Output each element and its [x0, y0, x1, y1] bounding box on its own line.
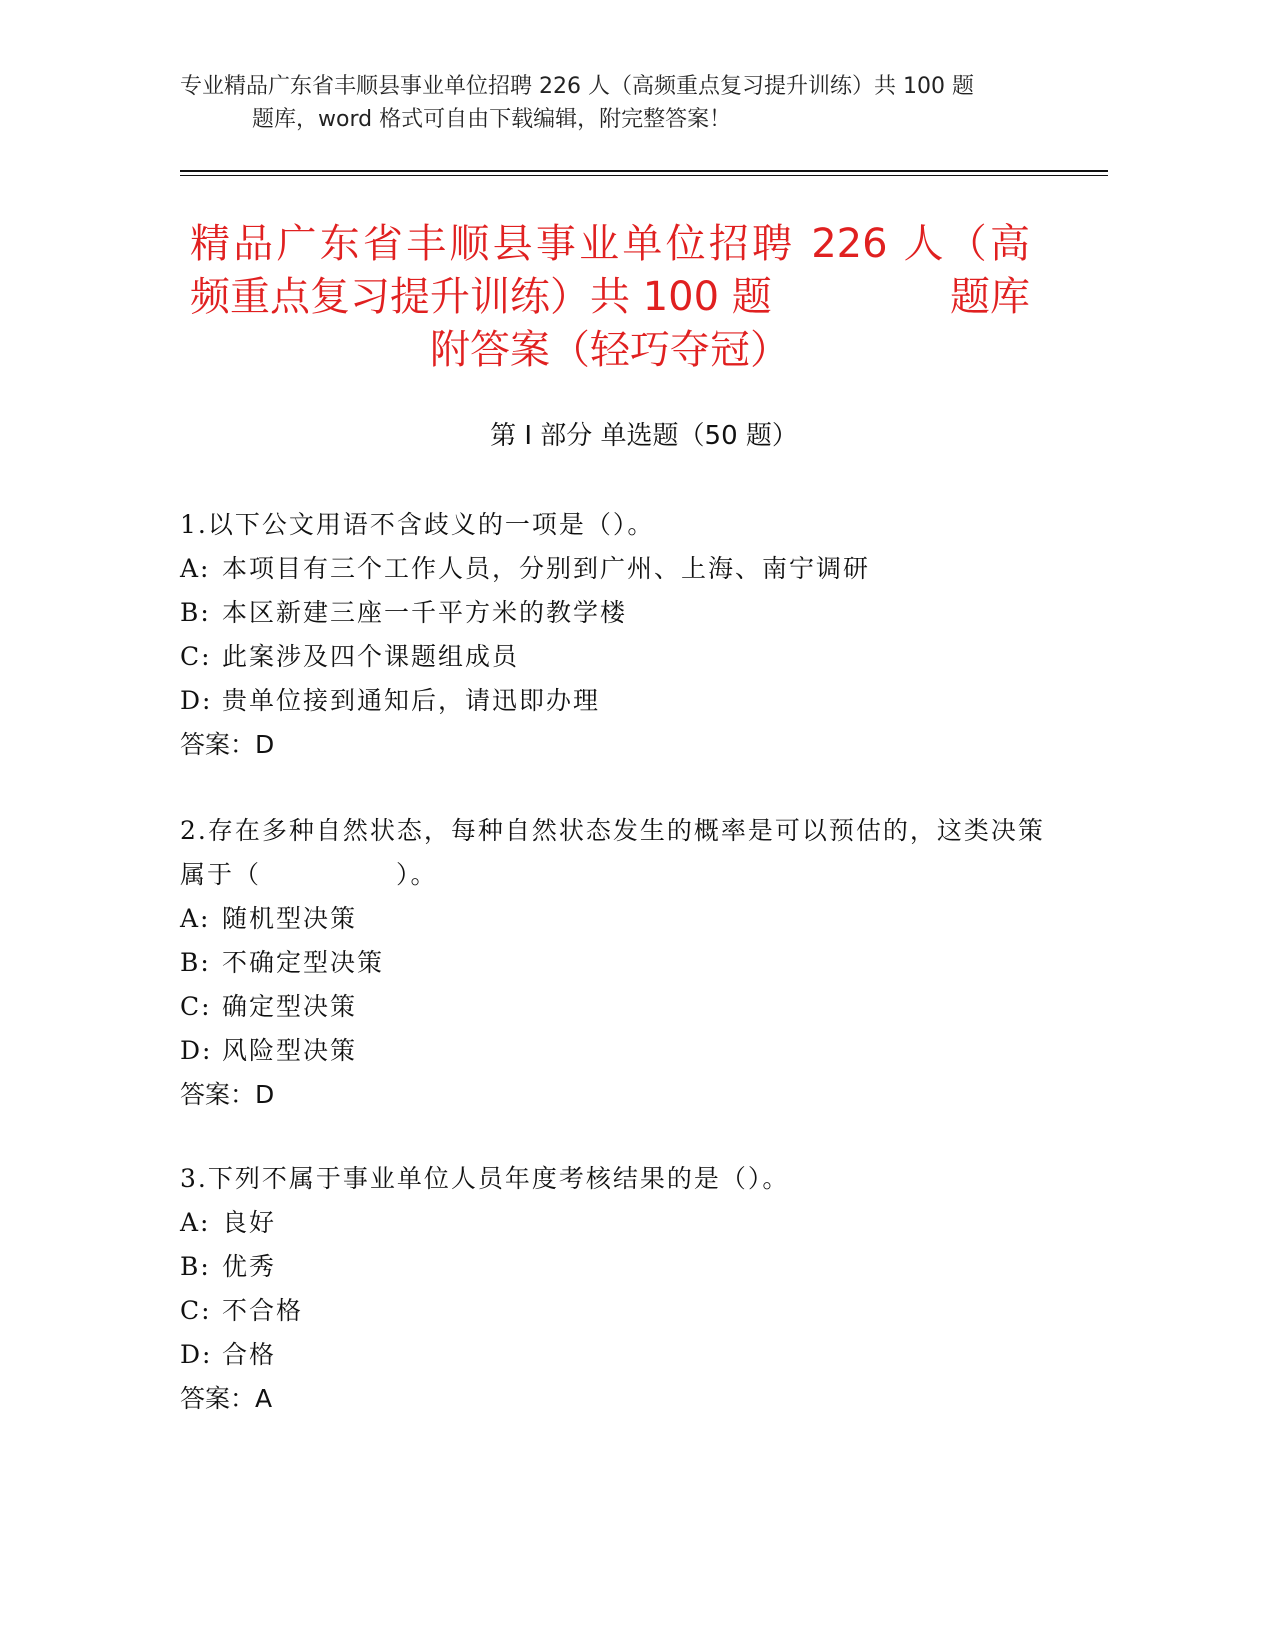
option-c [180, 1289, 1060, 1333]
option-letter: A: [180, 1208, 211, 1237]
answer-line: 答案：D [180, 730, 275, 759]
option-text: 此案涉及四个课题组成员 [222, 642, 520, 671]
question-stem: 2.存在多种自然状态，每种自然状态发生的概率是可以预估的，这类决策属于（ ）。 [180, 816, 1045, 889]
option-text: 优秀 [222, 1252, 277, 1281]
question-stem: 3.下列不属于事业单位人员年度考核结果的是（）。 [180, 1164, 790, 1193]
title-line-2-left: 频重点复习提升训练）共 100 题 [190, 274, 772, 320]
option-letter: B: [180, 948, 211, 977]
header-divider-thick [180, 170, 1108, 172]
title-line-2-right: 题库 [950, 274, 1030, 320]
option-letter: C: [180, 1296, 212, 1325]
option-text: 合格 [222, 1340, 277, 1369]
answer-line: 答案：A [180, 1384, 273, 1413]
option-b [180, 591, 1060, 635]
option-letter: A: [180, 554, 211, 583]
option-text: 确定型决策 [222, 992, 358, 1021]
option-text: 不确定型决策 [222, 948, 385, 977]
document-title [190, 218, 1030, 377]
option-letter: D: [180, 686, 213, 715]
option-d [180, 1333, 1060, 1377]
question-2 [180, 809, 1060, 1117]
option-c [180, 635, 1060, 679]
option-text: 本区新建三座一千平方米的教学楼 [222, 598, 628, 627]
title-line-1: 精品广东省丰顺县事业单位招聘 226 人（高 [190, 221, 1030, 267]
header-note-line-2: 题库，word 格式可自由下载编辑，附完整答案！ [252, 107, 732, 132]
option-d [180, 1029, 1060, 1073]
option-letter: D: [180, 1340, 213, 1369]
option-letter: B: [180, 598, 211, 627]
option-text: 随机型决策 [222, 904, 358, 933]
header-note [180, 70, 1080, 136]
option-letter: B: [180, 1252, 211, 1281]
title-line-2 [190, 271, 1030, 324]
option-a [180, 897, 1060, 941]
option-text: 良好 [222, 1208, 277, 1237]
section-title: 第 I 部分 单选题（50 题） [490, 421, 798, 451]
question-stem: 1.以下公文用语不含歧义的一项是（）。 [180, 510, 655, 539]
option-d [180, 679, 1060, 723]
title-line-3: 附答案（轻巧夺冠） [430, 327, 790, 373]
question-3 [180, 1157, 1060, 1421]
option-b [180, 941, 1060, 985]
option-text: 本项目有三个工作人员，分别到广州、上海、南宁调研 [222, 554, 871, 583]
option-c [180, 985, 1060, 1029]
option-letter: A: [180, 904, 211, 933]
option-b [180, 1245, 1060, 1289]
option-text: 贵单位接到通知后，请迅即办理 [222, 686, 601, 715]
option-text: 风险型决策 [222, 1036, 358, 1065]
answer-line: 答案：D [180, 1080, 275, 1109]
option-a [180, 547, 1060, 591]
option-letter: C: [180, 642, 212, 671]
header-divider-thin [180, 175, 1108, 176]
option-letter: D: [180, 1036, 213, 1065]
option-letter: C: [180, 992, 212, 1021]
question-1 [180, 503, 1060, 767]
option-text: 不合格 [222, 1296, 304, 1325]
option-a [180, 1201, 1060, 1245]
header-note-line-1: 专业精品广东省丰顺县事业单位招聘 226 人（高频重点复习提升训练）共 100 题 [180, 74, 974, 99]
